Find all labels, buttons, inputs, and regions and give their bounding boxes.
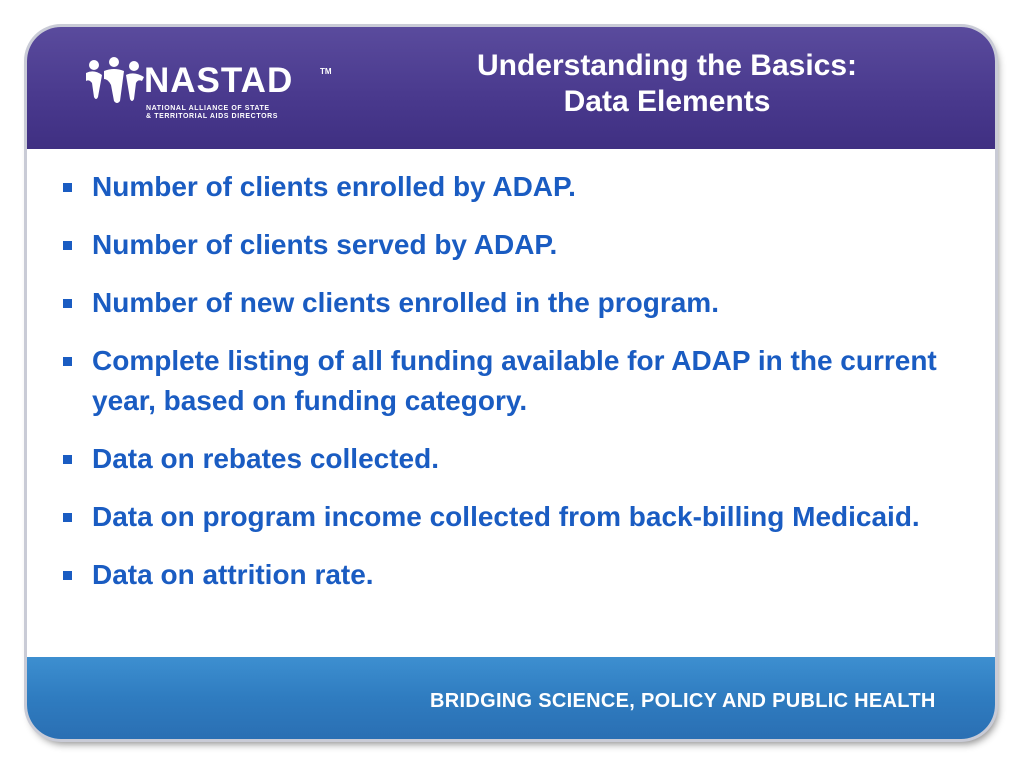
nastad-logo (84, 57, 344, 127)
logo-subtitle-line1: NATIONAL ALLIANCE OF STATE (146, 105, 270, 112)
bullet-text: Data on attrition rate. (92, 559, 374, 590)
square-bullet-icon (63, 513, 72, 522)
square-bullet-icon (63, 357, 72, 366)
bullet-text: Number of clients served by ADAP. (92, 229, 558, 260)
slide-title (387, 48, 947, 120)
slide-title-line2: Data Elements (563, 85, 771, 118)
square-bullet-icon (63, 299, 72, 308)
people-figures-icon (84, 57, 146, 109)
bullet-item (63, 439, 943, 479)
square-bullet-icon (63, 241, 72, 250)
slide-frame (27, 27, 995, 739)
bullet-text: Number of clients enrolled by ADAP. (92, 171, 576, 202)
square-bullet-icon (63, 571, 72, 580)
logo-trademark: TM (320, 67, 332, 76)
bullet-item (63, 341, 943, 421)
content-area (27, 149, 995, 657)
bullet-text: Number of new clients enrolled in the program. (92, 287, 719, 318)
square-bullet-icon (63, 183, 72, 192)
footer-tagline: BRIDGING SCIENCE, POLICY AND PUBLIC HEALTH (430, 690, 936, 712)
bullet-item (63, 283, 943, 323)
logo-wordmark: NASTAD (144, 61, 294, 100)
bullet-item (63, 225, 943, 265)
header-band (27, 27, 995, 149)
square-bullet-icon (63, 455, 72, 464)
footer-band (27, 657, 995, 739)
slide-title-line1: Understanding the Basics: (476, 49, 858, 82)
bullet-text: Complete listing of all funding available for ADAP in the current year, based on funding category. (92, 345, 937, 416)
bullet-list (63, 167, 943, 613)
bullet-item (63, 497, 943, 537)
bullet-item (63, 555, 943, 595)
logo-subtitle-line2: & TERRITORIAL AIDS DIRECTORS (146, 113, 279, 120)
logo-subtitle (146, 105, 278, 121)
bullet-text: Data on rebates collected. (92, 443, 440, 474)
bullet-text: Data on program income collected from back-billing Medicaid. (92, 501, 920, 532)
bullet-item (63, 167, 943, 207)
